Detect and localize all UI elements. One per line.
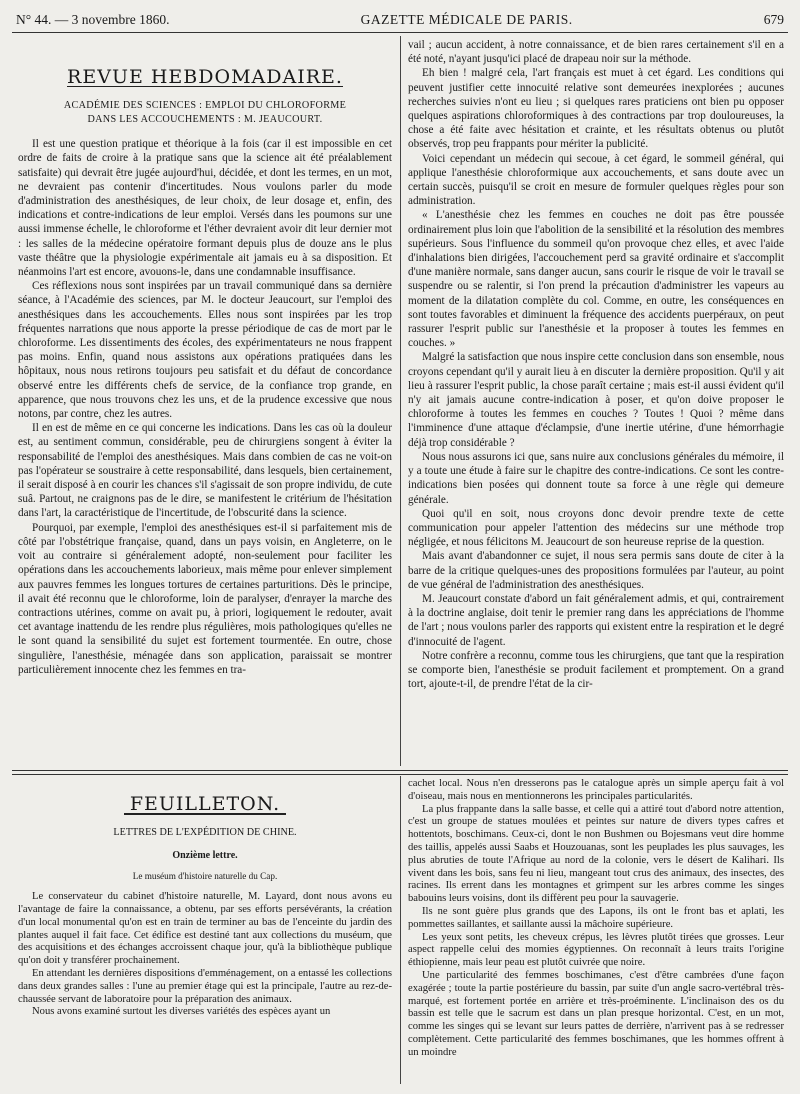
revue-right-column — [408, 38, 784, 766]
feuilleton-paragraph: Nous avons examiné surtout les diverses variétés des espèces ayant un — [32, 1006, 331, 1018]
revue-paragraph: Eh bien ! malgré cela, l'art français est muet à cet égard. Les conditions qui peuvent justifier cette innocuité relative sont demeurées inexplorées ; aucunes recherches suivies n'ont eu lieu ; si quelques rares praticiens ont bien pu opposer quelques aspirations chloroformiques à des contractions par trop douloureuses, la chose a été faite avec hésitation et crainte, et les résultats obtenus ou plutôt observés, trop peu frappants pour mériter la publicité. — [408, 67, 784, 151]
letter-heading: Onzième lettre. — [172, 849, 238, 861]
revue-paragraph: Voici cependant un médecin qui secoue, à cet égard, le sommeil général, qui applique l'anesthésie chloroformique aux accouchements, et sans doute avec un certain succès, puisqu'il se croit en mesure de formuler quelques règles pour son administration. — [408, 152, 784, 208]
feuilleton-paragraph: Les yeux sont petits, les cheveux crépus, les lèvres plutôt tirées que grosses. Leur aspect rappelle celui des momies égyptiennes. On reconnaît à leurs traits l'origine éthiopienne, mais leur peau est plutôt cuivrée que noire. — [408, 931, 784, 969]
revue-paragraph: Malgré la satisfaction que nous inspire cette conclusion dans son ensemble, nous croyons cependant qu'il y aurait lieu à en discuter la dernière proposition. Qu'il y ait lieu à rassurer l'esprit public, la chose paraît certaine ; mais est-il aussi évident qu'il n'y ait jamais aucune contre-indication à poser, et qu'on doive proposer le chloroforme à toutes les femmes en couches ? Toutes ! Quoi ? même dans l'imminence d'une attaque d'éclampsie, d'une inertie utérine, d'une hémorrhagie déjà trop considérable ? — [408, 351, 784, 449]
revue-paragraph: Mais avant d'abandonner ce sujet, il nous sera permis sans doute de citer à la barre de la critique quelques-unes des propositions formulées par l'auteur, au point de vue général de l'administration des anesthésiques. — [408, 550, 784, 591]
feuilleton-title: FEUILLETON. — [124, 798, 286, 815]
feuilleton-left-column — [18, 784, 392, 1084]
revue-title — [18, 66, 392, 88]
revue-paragraph: Pourquoi, par exemple, l'emploi des anesthésiques est-il si parfaitement mis de côté par l'obstétrique française, quand, dans un pays voisin, en Angleterre, on le voit au contraire si généralement adopté, non-seulement pour faciliter les opérations dans les accouchements laborieux, mais même pour enlever simplement aux pauvres femmes les longues tortures de certaines parturitions. Dès le principe, il avait été reconnu que le chloroforme, loin de paralyser, d'enrayer la marche des contractions utérines, comme on avait pu, à priori, logiquement le redouter, avait cet avantage inattendu de les rendre plus régulières, mois pathologiques qu'elles ne le sont quand la sensibilité du sujet est fortement tourmentée. En outre, chose singulière, l'anesthésie, ménagée dans son application, paraissait se montrer particulièrement innocente chez les femmes en tra- — [18, 521, 392, 676]
revue-paragraph: « L'anesthésie chez les femmes en couches ne doit pas être poussée ordinairement plus loin que l'abolition de la sensibilité et la résolution des membres supérieurs. Sous l'influence du sommeil qu'on provoque chez elles, et avec l'aide d'inhalations bien dirigées, l'accouchement perd sa gravité ordinaire et s'accomplit d'une manière normale, sans danger aucun, sans courir le risque de voir le travail se suspendre ou se ralentir, si l'on prend la précaution d'administrer les vapeurs au moment de la dilatation complète du col. Comme, en outre, les conséquences en sont toutes favorables et diminuent la fréquence des accidents puerpéraux, on peut rassurer l'esprit public sur l'anesthésie et la proposer à toutes les femmes en couches. » — [408, 209, 784, 350]
header-rule — [12, 32, 788, 33]
revue-subtitle-line1: ACADÉMIE DES SCIENCES : EMPLOI DU CHLOROFORME — [63, 100, 347, 112]
revue-subtitle-line2: DANS LES ACCOUCHEMENTS : M. JEAUCOURT. — [87, 114, 323, 126]
feuilleton-separator — [12, 770, 788, 775]
column-divider — [400, 36, 401, 766]
feuilleton-paragraph: La plus frappante dans la salle basse, et celle qui a attiré tout d'abord notre attention, c'est un groupe de statues moulées et peintes sur nature de divers types cafres et hottentots, boschimans. Ceux-ci, dont le non Bushmen ou Bojesmans veut dire homme des taillis, appelés aussi Saabs et Houzouanas, sont les peuplades les plus sauvages, les plus abruties de toute l'Afrique au nord de la colonie, vers le désert de Kalihari. Ils vivent dans les bois, sans feu ni lieu, mangeant tout crus des animaux, des insectes, des racines. Ils errent dans les montagnes et grimpent sur les arbres comme les singes babouins leurs voisins, dont ils diffèrent peu pour la sauvagerie. — [408, 803, 784, 905]
feuilleton-paragraph: cachet local. Nous n'en dresserons pas le catalogue après un simple aperçu fait à vol d'oiseau, mais nous en mentionnerons les principales particularités. — [408, 778, 784, 802]
revue-paragraph: vail ; aucun accident, à notre connaissance, et de bien rares certainement s'il en a été noté, n'ayant jusqu'ici placé de drapeau noir sur la méthode. — [408, 39, 784, 66]
page-number: 679 — [763, 12, 784, 27]
revue-paragraph: Notre confrère a reconnu, comme tous les chirurgiens, que tant que la respiration se comporte bien, l'anesthésie se produit facilement et promptement. On a grand tort, ajoute-t-il, de prendre l'état de la cir- — [408, 649, 784, 691]
feuilleton-paragraph: En attendant les dernières dispositions d'emménagement, on a entassé les collections dans deux grandes salles : l'une au premier étage qui est la principale, l'autre au rez-de-chaussée servant de laboratoire pour la préparation des animaux. — [18, 967, 392, 1005]
feuilleton-paragraph: Une particularité des femmes boschimanes, c'est d'être cambrées d'une façon exagérée ; toute la partie postérieure du bassin, par suite d'un angle sacro-vertébral très-marqué, est fortement portée en arrière et très-proéminente. L'inclinaison des os du bassin est telle que le sacrum est dans un plan presque horizontal. C'est, en un mot, comme les singes qui se levant sur leurs pattes de derrière, n'arrivent pas à se redresser complètement. Cette particularité des femmes boschimanes, que les hommes offrent à un moindre — [408, 969, 784, 1058]
revue-left-column — [18, 66, 392, 766]
section-heading: Le muséum d'histoire naturelle du Cap. — [132, 871, 278, 882]
revue-paragraph: Ces réflexions nous sont inspirées par un travail communiqué dans sa dernière séance, à l'Académie des sciences, par M. le docteur Jeaucourt, sur l'emploi des anesthésiques dans les accouchements. Elles nous sont inspirées par les trop fréquentes narrations que nous apporte la presse périodique de cas de mort par le chloroforme. Les dissentiments des écoles, des expérimentateurs ne nous frappent pas moins. Enfin, quand nous assistons aux opérations pratiquées dans les hôpitaux, nous nous retirons toujours peu satisfait et du défaut de concordance observé entre les différents chefs de service, de la confiance trop grande, en apparence, que nous trouvons chez les uns, et de la prudence excessive que nous notons, par contre, chez les autres. — [18, 280, 392, 421]
issue-number-date: N° 44. — 3 novembre 1860. — [16, 12, 170, 27]
feuilleton-right-column — [408, 778, 784, 1084]
revue-subtitle — [18, 99, 392, 127]
page-header — [16, 6, 784, 28]
revue-paragraph: M. Jeaucourt constate d'abord un fait généralement admis, et qui, contrairement à la doctrine anglaise, doit tenir le premier rang dans les appréciations de l'homme de l'art ; nous voulons parler des rapports qui existent entre la respiration et le degré d'innocuité de l'agent. — [408, 592, 784, 648]
feuilleton-paragraph: Ils ne sont guère plus grands que des Lapons, ils ont le front bas et aplati, les pommettes saillantes, et saillante aussi la mâchoire supérieure. — [408, 905, 784, 930]
revue-paragraph: Nous nous assurons ici que, sans nuire aux conclusions générales du mémoire, il y a toute une étude à faire sur le chapitre des contre-indications. Ce sont les contre-indications bien posées qui donnent toute sa force à une règle qui demeure générale. — [408, 450, 784, 506]
feuilleton-column-divider — [400, 776, 401, 1084]
feuilleton-subtitle: LETTRES DE L'EXPÉDITION DE CHINE. — [113, 826, 297, 838]
feuilleton-paragraph: Le conservateur du cabinet d'histoire naturelle, M. Layard, dont nous avons eu l'avantage de faire la connaissance, a obtenu, par ses efforts persévérants, la création d'un local monumental qu'on est en train de terminer au bas de l'enceinte du jardin des plantes auquel il fait face. Cet édifice est destiné tant aux collections du muséum, que des acquisitions et des échanges accroissent chaque jour, qu'à la bibliothèque publique qu'on doit y transférer prochainement. — [18, 891, 392, 967]
revue-paragraph: Il est une question pratique et théorique à la fois (car il est impossible en cet ordre de faits de croire à la pratique sans que la science ait été préalablement satisfaite) qui devrait être jugée aujourd'hui, décidée, et dont les termes, en un mot, ne devraient pas contenir d'incertitudes. Nous voulons parler du mode d'administration des anesthésiques, de leur choix, de leur dosage et, enfin, des indications et contre-indications de leur emploi. Versés dans les poumons sur une aussi immense échelle, le chloroforme et l'éther devraient avoir dit leur dernier mot : les salles de la médecine opératoire formant depuis plus de douze ans le plus vaste théâtre que la physiologie expérimentale ait jamais eu à sa disposition. Et néanmoins l'art est encore, avouons-le, dans une condamnable insuffisance. — [18, 138, 392, 279]
revue-paragraph: Quoi qu'il en soit, nous croyons donc devoir prendre texte de cette communication pour appeler l'attention des médecins sur une méthode trop négligée, et nous félicitons M. Jeaucourt de son heureuse reprise de la question. — [408, 507, 784, 549]
revue-paragraph: Il en est de même en ce qui concerne les indications. Dans les cas où la douleur est, au sentiment commun, considérable, peu de chirurgiens songent à éviter la responsabilité de l'emploi des anesthésiques. Mais dans combien de cas ne voit-on pas l'opérateur se soustraire à cette responsabilité, dans lesquels, bien certainement, il serait disposé à en courir les chances s'il s'agissait de son propre individu, de cute suâ. Partout, ne craignons pas de le dire, se manifestent le critérium de l'hésitation dans l'art, la caractéristique de l'incertitude, de l'obscurité dans la science. — [18, 422, 392, 520]
journal-title: GAZETTE MÉDICALE DE PARIS. — [360, 12, 573, 27]
revue-title-text: REVUE HEBDOMADAIRE. — [67, 66, 343, 88]
